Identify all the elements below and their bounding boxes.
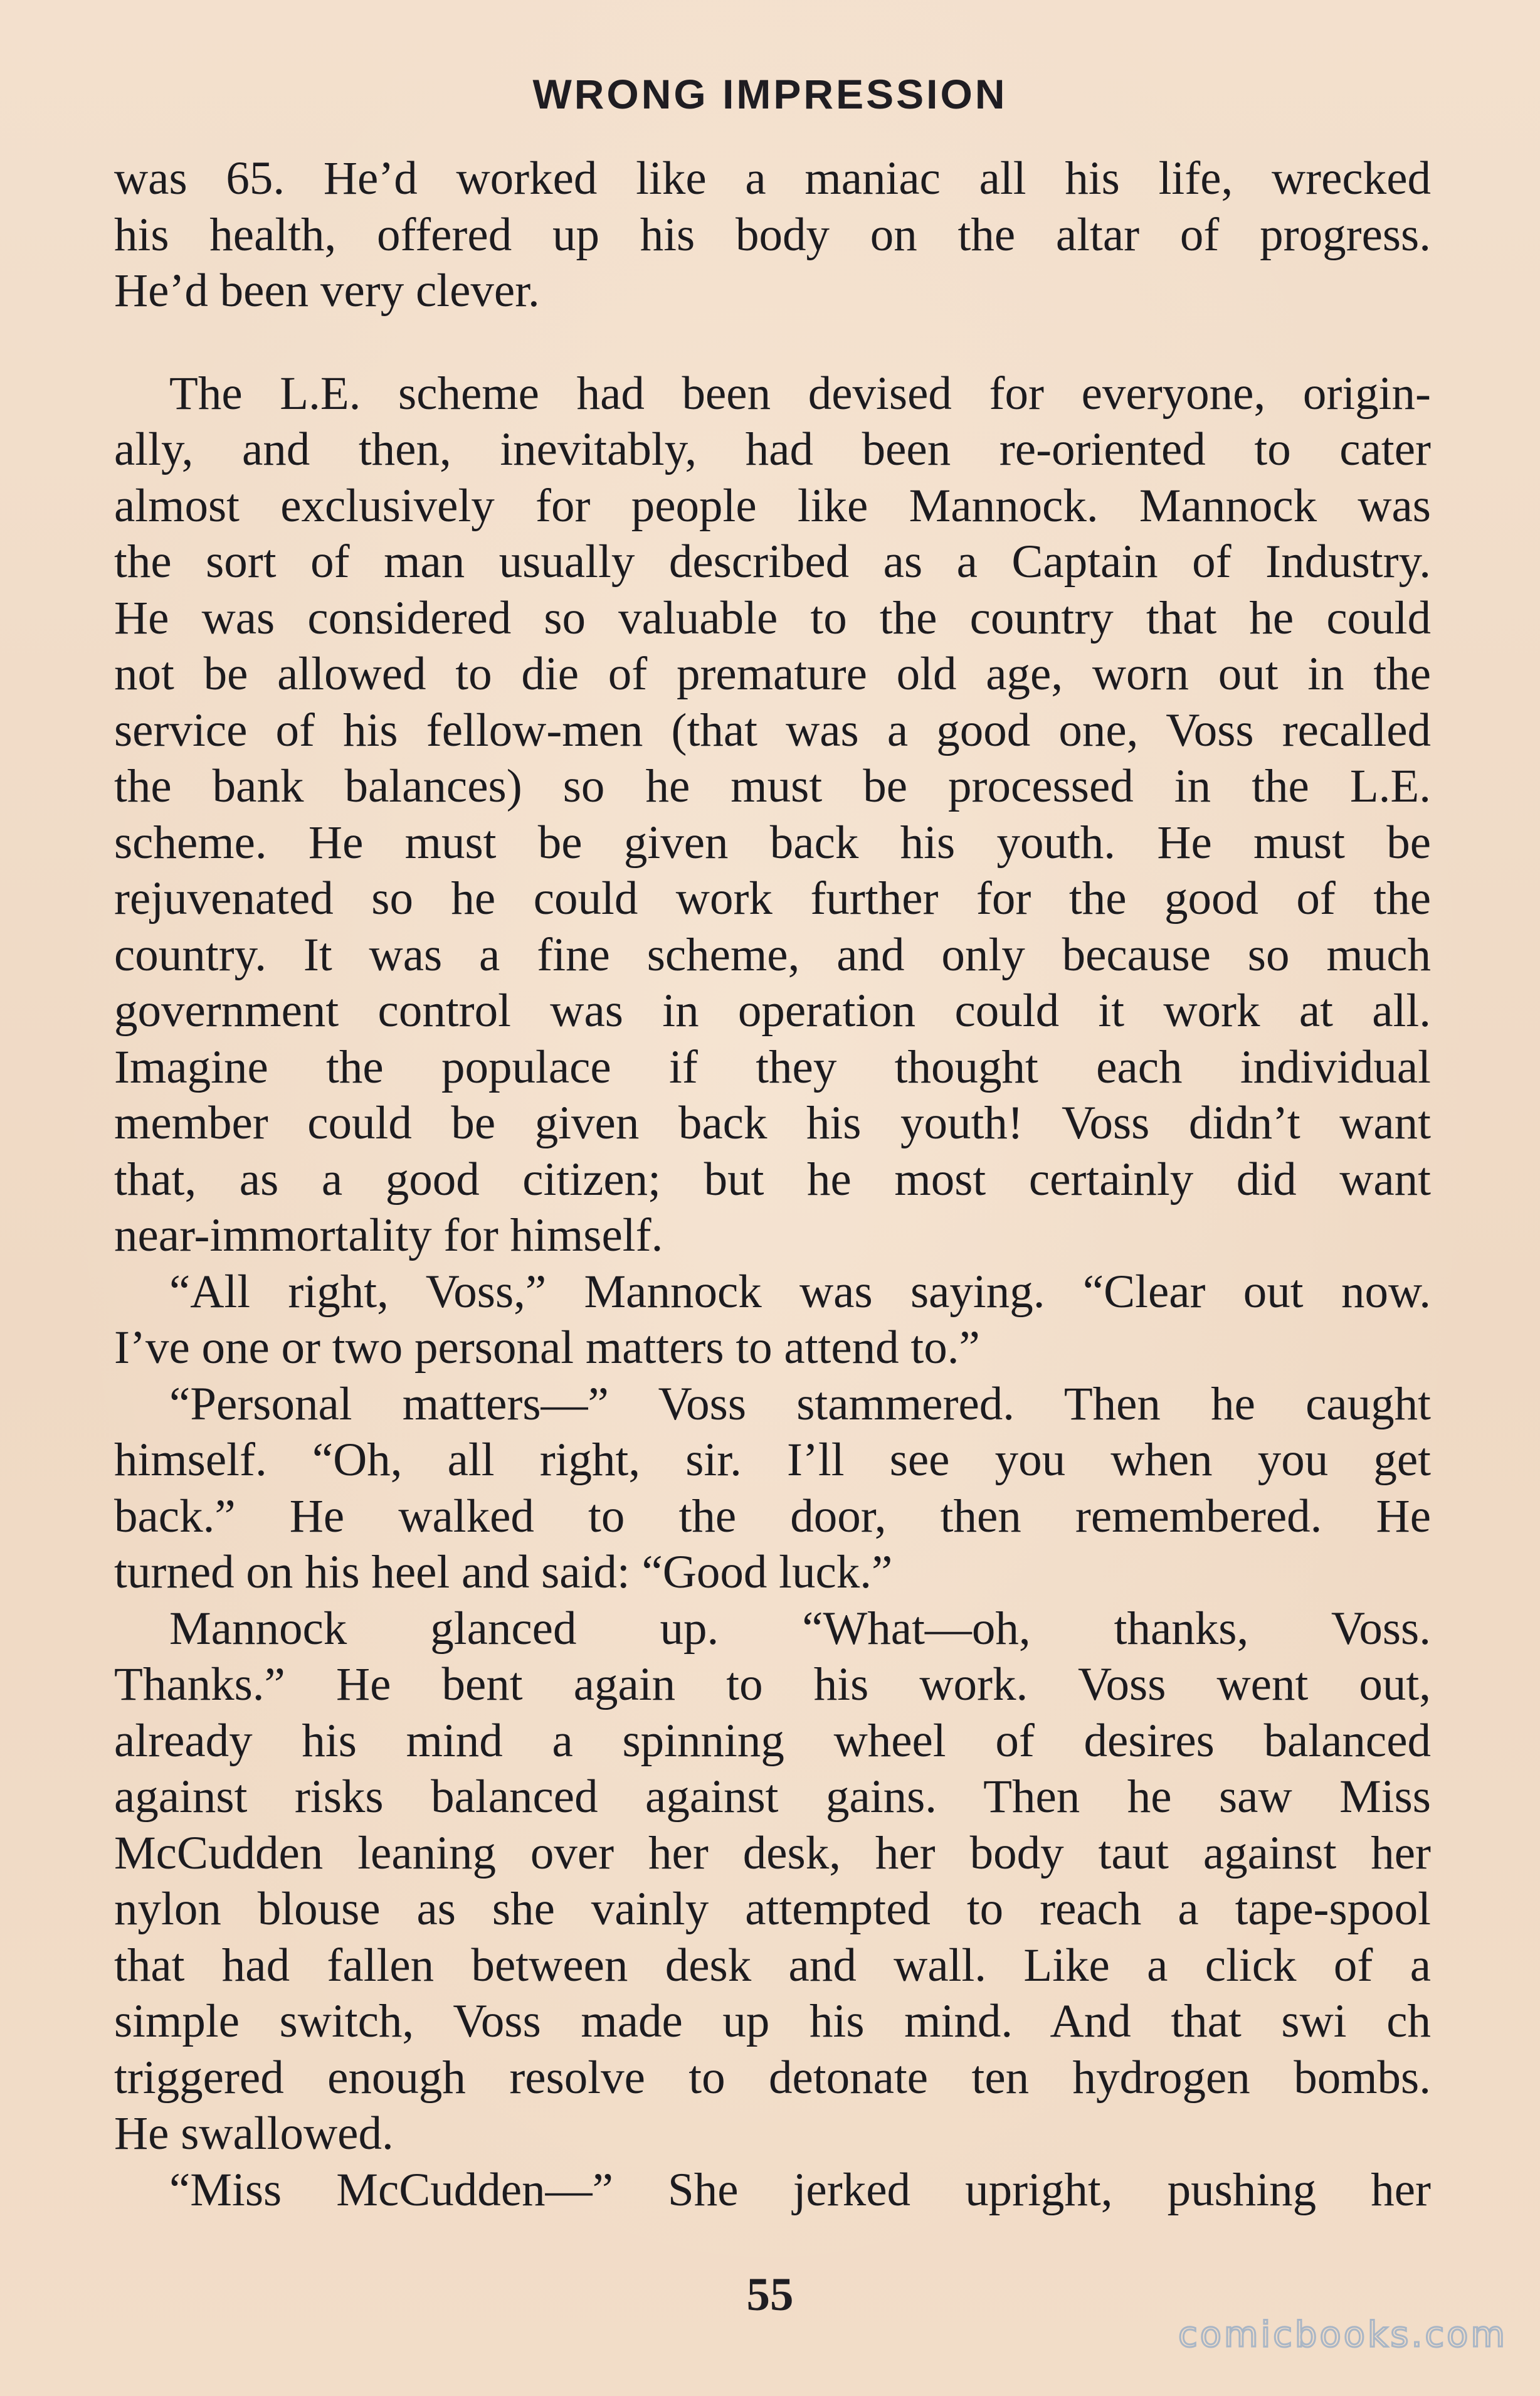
text-line: that had fallen between desk and wall. Like a click of a <box>114 1939 1431 1991</box>
text-line: Mannock glanced up. “What—oh, thanks, Voss. <box>169 1602 1431 1655</box>
text-line: was 65. He’d worked like a maniac all his life, wrecked <box>114 152 1431 204</box>
text-line: the bank balances) so he must be processed in the L.E. <box>114 760 1431 812</box>
text-line: the sort of man usually described as a Captain of Industry. <box>114 536 1431 588</box>
text-line: Imagine the populace if they thought each individual <box>114 1041 1431 1093</box>
body-text <box>114 151 1431 2218</box>
text-line: “All right, Voss,” Mannock was saying. “Clear out now. <box>169 1265 1431 1318</box>
text-line: He was considered so valuable to the country that he could <box>114 591 1431 644</box>
text-line: simple switch, Voss made up his mind. And that swi ch <box>114 1995 1431 2047</box>
text-line: turned on his heel and said: “Good luck.” <box>114 1546 893 1598</box>
text-line: He swallowed. <box>114 2107 394 2160</box>
text-line: against risks balanced against gains. Then he saw Miss <box>114 1771 1431 1823</box>
site-watermark: comicbooks.com <box>1178 2314 1507 2355</box>
text-line: already his mind a spinning wheel of desires balanced <box>114 1714 1431 1767</box>
text-line: country. It was a fine scheme, and only because so much <box>114 928 1431 981</box>
text-line: “Miss McCudden—” She jerked upright, pushing her <box>169 2163 1431 2216</box>
text-line: nylon blouse as she vainly attempted to reach a tape-spool <box>114 1883 1431 1935</box>
text-line: his health, offered up his body on the altar of progress. <box>114 208 1431 261</box>
text-line: back.” He walked to the door, then remembered. He <box>114 1490 1431 1542</box>
text-line: member could be given back his youth! Voss didn’t want <box>114 1097 1431 1149</box>
text-line: almost exclusively for people like Mannock. Mannock was <box>114 479 1431 532</box>
text-line: triggered enough resolve to detonate ten hydrogen bombs. <box>114 2051 1431 2104</box>
text-line: government control was in operation could it work at all. <box>114 985 1431 1037</box>
text-line: I’ve one or two personal matters to attend to.” <box>114 1322 980 1374</box>
text-line: rejuvenated so he could work further for the good of the <box>114 872 1431 925</box>
running-title: WRONG IMPRESSION <box>532 71 1008 117</box>
text-line: near-immortality for himself. <box>114 1209 663 1261</box>
text-line: The L.E. scheme had been devised for everyone, origin- <box>169 367 1431 420</box>
text-line: scheme. He must be given back his youth. He must be <box>114 816 1431 869</box>
paragraph-gap <box>114 319 1431 366</box>
text-line: ally, and then, inevitably, had been re-oriented to cater <box>114 423 1431 475</box>
text-line: He’d been very clever. <box>114 265 540 317</box>
text-line: that, as a good citizen; but he most certainly did want <box>114 1153 1431 1206</box>
text-line: not be allowed to die of premature old age, worn out in the <box>114 648 1431 700</box>
text-line: Thanks.” He bent again to his work. Voss went out, <box>114 1658 1431 1710</box>
text-line: himself. “Oh, all right, sir. I’ll see you when you get <box>114 1434 1431 1486</box>
text-line: service of his fellow-men (that was a good one, Voss recalled <box>114 704 1431 756</box>
text-line: McCudden leaning over her desk, her body taut against her <box>114 1826 1431 1879</box>
page-number: 55 <box>746 2269 794 2321</box>
text-line: “Personal matters—” Voss stammered. Then he caught <box>169 1377 1431 1430</box>
